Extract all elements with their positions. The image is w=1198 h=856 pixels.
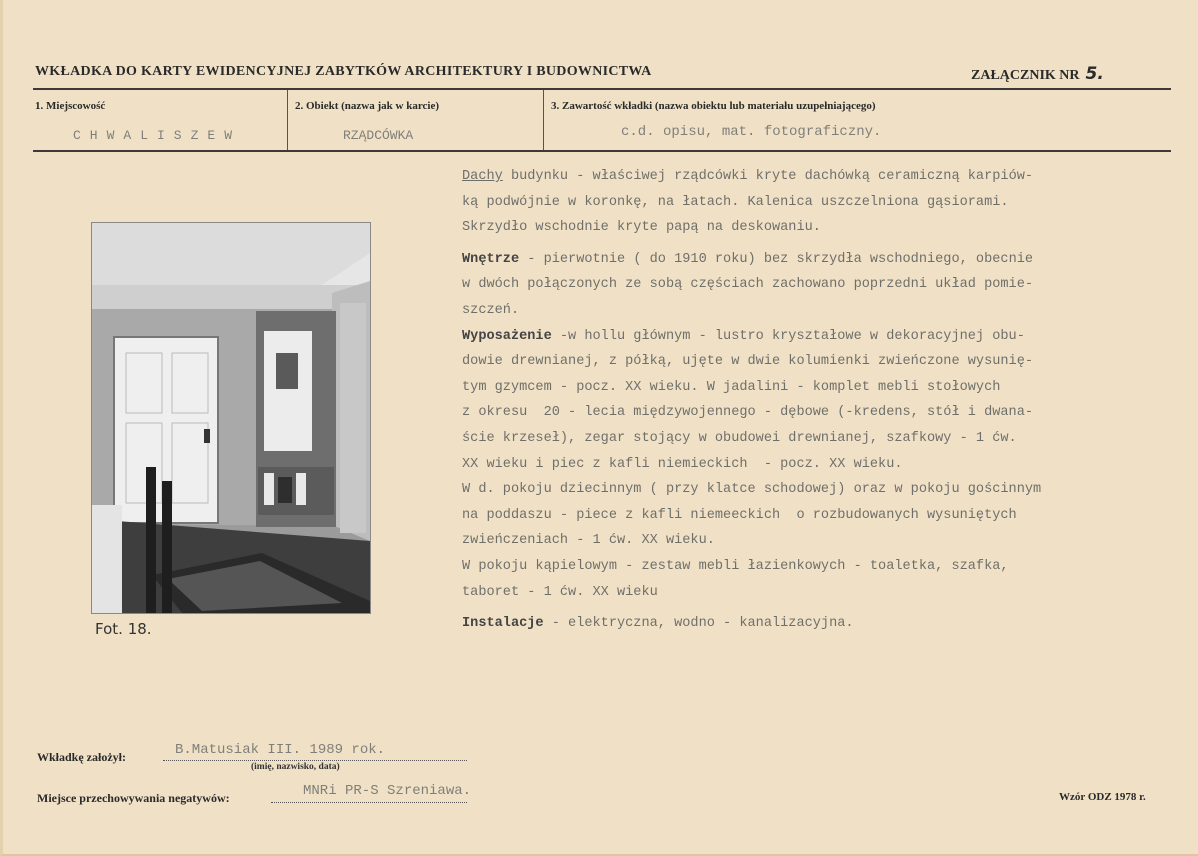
text-line-4-rest: - pierwotnie ( do 1910 roku) bez skrzydła wschodniego, obecnie — [519, 251, 1034, 267]
insert-author-dotline — [163, 760, 467, 761]
text-line-8: dowie drewnianej, z półką, ujęte w dwie kolumienki zwieńczone wysunię- — [462, 354, 1034, 370]
field-contents-value: c.d. opisu, mat. fotograficzny. — [621, 124, 882, 140]
field-contents-label: 3. Zawartość wkładki (nazwa obiektu lub materiału uzupełniającego) — [551, 100, 876, 112]
header-rule-bottom — [33, 150, 1171, 152]
text-line-7 — [462, 324, 1182, 350]
field-locality-label: 1. Miejscowość — [35, 100, 106, 112]
text-line-11: ście krzeseł), zegar stojący w obudowei drewnianej, szafkowy - 1 ćw. — [462, 430, 1017, 446]
text-line-9: tym gzymcem - pocz. XX wieku. W jadalini - komplet mebli stołowych — [462, 379, 1001, 395]
field-divider-1 — [287, 90, 288, 150]
field-object-label: 2. Obiekt (nazwa jak w karcie) — [295, 100, 440, 112]
text-line-10: z okresu 20 - lecia międzywojennego - dębowe (-kredens, stół i dwana- — [462, 405, 1034, 421]
text-line-2: ką podwójnie w koronkę, na łatach. Kalenica uszczelniona gąsiorami. — [462, 194, 1009, 210]
field-locality-value: CHWALISZEW — [73, 128, 242, 143]
field-object-value: RZĄDCÓWKA — [343, 128, 414, 143]
form-code: Wzór ODZ 1978 r. — [1059, 791, 1146, 803]
text-line-3: Skrzydło wschodnie kryte papą na deskowaniu. — [462, 220, 821, 236]
section-head-installations: Instalacje — [462, 616, 544, 632]
text-line-14: na poddaszu - piece z kafli niemeeckich o rozbudowanych wysuniętych — [462, 507, 1017, 523]
interior-photograph — [91, 222, 371, 614]
section-head-roofs: Dachy — [462, 169, 503, 184]
header-rule-top — [33, 88, 1171, 90]
field-divider-2 — [543, 90, 544, 150]
text-line-18-rest: - elektryczna, wodno - kanalizacyjna. — [543, 616, 854, 632]
annex-label-text: ZAŁĄCZNIK NR — [971, 68, 1080, 83]
negatives-storage-value: MNRi PR-S Szreniawa. — [303, 783, 472, 799]
section-head-interior: Wnętrze — [462, 251, 520, 267]
negatives-storage-dotline — [271, 802, 467, 803]
text-line-1 — [462, 164, 1182, 190]
photo-caption: Fot. 18. — [95, 620, 152, 638]
form-title: WKŁADKA DO KARTY EWIDENCYJNEJ ZABYTKÓW ARCHITEKTURY I BUDOWNICTWA — [35, 64, 652, 79]
annex-label — [971, 64, 1104, 84]
text-line-6: szczeń. — [462, 302, 520, 318]
interior-photograph-drawing — [92, 223, 370, 613]
text-line-1-rest: budynku - właściwej rządcówki kryte dachówką ceramiczną karpiów- — [502, 169, 1034, 184]
insert-author-label: Wkładkę założył: — [37, 750, 126, 764]
insert-author-value: B.Matusiak III. 1989 rok. — [175, 742, 386, 758]
text-line-7-rest: -w hollu głównym - lustro kryształowe w dekoracyjnej obu- — [551, 328, 1025, 344]
text-line-18 — [462, 611, 1182, 637]
description-text — [462, 164, 1182, 637]
text-line-12: XX wieku i piec z kafli niemieckich - pocz. XX wieku. — [462, 456, 903, 472]
annex-number: 5. — [1085, 64, 1104, 84]
text-line-5: w dwóch połączonych ze sobą częściach zachowano poprzedni układ pomie- — [462, 277, 1034, 293]
text-line-15: zwieńczeniach - 1 ćw. XX wieku. — [462, 533, 715, 549]
negatives-storage-label: Miejsce przechowywania negatywów: — [37, 791, 230, 805]
text-line-4 — [462, 247, 1182, 273]
insert-author-hint: (imię, nazwisko, data) — [251, 762, 340, 772]
text-line-13: W d. pokoju dziecinnym ( przy klatce schodowej) oraz w pokoju gościnnym — [462, 482, 1042, 498]
section-head-equipment: Wyposażenie — [462, 328, 552, 344]
text-line-17: taboret - 1 ćw. XX wieku — [462, 584, 658, 600]
text-line-16: W pokoju kąpielowym - zestaw mebli łazienkowych - toaletka, szafka, — [462, 558, 1009, 574]
